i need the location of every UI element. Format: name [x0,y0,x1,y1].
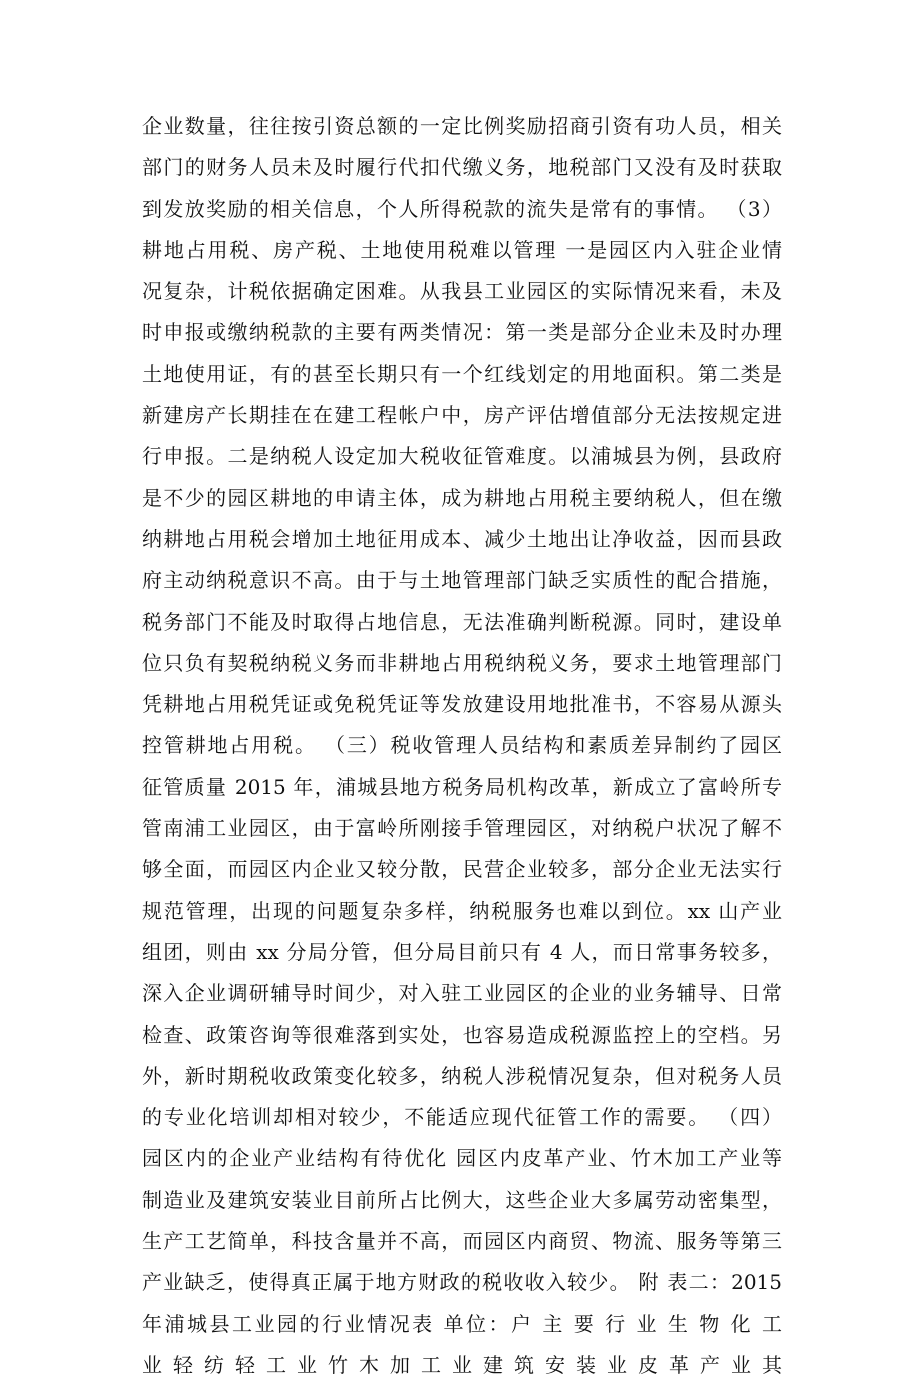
text-line: 耕地占用税、房产税、土地使用税难以管理 一是园区内入驻企业情 [142,237,782,262]
text-line: 生产工艺简单，科技含量并不高，而园区内商贸、物流、服务等第三 [142,1229,782,1254]
text-line: 规范管理，出现的问题复杂多样，纳税服务也难以到位。xx 山产业 [142,898,782,923]
text-line: 部门的财务人员未及时履行代扣代缴义务，地税部门又没有及时获取 [142,155,782,180]
text-line: 到发放奖励的相关信息，个人所得税款的流失是常有的事情。 （3） [142,196,782,221]
text-line: 管南浦工业园区，由于富岭所刚接手管理园区，对纳税户状况了解不 [142,816,782,841]
text-line: 行申报。二是纳税人设定加大税收征管难度。以浦城县为例，县政府 [142,444,782,469]
text-line: 深入企业调研辅导时间少，对入驻工业园区的企业的业务辅导、日常 [142,981,782,1006]
text-line: 纳耕地占用税会增加土地征用成本、减少土地出让净收益，因而县政 [142,526,782,551]
text-line: 业 轻 纺 轻 工 业 竹 木 加 工 业 建 筑 安 装 业 皮 革 产 业 其 [142,1352,782,1377]
text-line: 土地使用证，有的甚至长期只有一个红线划定的用地面积。第二类是 [142,361,782,386]
text-line: 征管质量 2015 年，浦城县地方税务局机构改革，新成立了富岭所专 [142,774,782,799]
text-line: 制造业及建筑安装业目前所占比例大，这些企业大多属劳动密集型， [142,1187,782,1212]
text-line: 企业数量，往往按引资总额的一定比例奖励招商引资有功人员，相关 [142,114,782,138]
text-line: 况复杂，计税依据确定困难。从我县工业园区的实际情况来看，未及 [142,279,782,304]
text-line: 控管耕地占用税。 （三）税收管理人员结构和素质差异制约了园区 [142,733,782,758]
text-line: 位只负有契税纳税义务而非耕地占用税纳税义务，要求土地管理部门 [142,650,782,675]
text-line: 够全面，而园区内企业又较分散，民营企业较多，部分企业无法实行 [142,857,782,882]
text-line: 的专业化培训却相对较少，不能适应现代征管工作的需要。 （四） [142,1105,782,1130]
text-line: 新建房产长期挂在在建工程帐户中，房产评估增值部分无法按规定进 [142,403,782,428]
body-text [142,106,782,1386]
text-line: 府主动纳税意识不高。由于与土地管理部门缺乏实质性的配合措施， [142,568,782,593]
text-line: 组团，则由 xx 分局分管，但分局目前只有 4 人，而日常事务较多， [142,939,782,964]
text-line: 年浦城县工业园的行业情况表 单位：户 主 要 行 业 生 物 化 工 [142,1311,782,1336]
text-line: 是不少的园区耕地的申请主体，成为耕地占用税主要纳税人，但在缴 [142,485,782,510]
text-line: 产业缺乏，使得真正属于地方财政的税收收入较少。 附 表二：2015 [142,1270,782,1295]
text-line: 园区内的企业产业结构有待优化 园区内皮革产业、竹木加工产业等 [142,1146,782,1171]
text-line: 外，新时期税收政策变化较多，纳税人涉税情况复杂，但对税务人员 [142,1063,782,1088]
text-line: 检查、政策咨询等很难落到实处，也容易造成税源监控上的空档。另 [142,1022,782,1047]
text-line: 时申报或缴纳税款的主要有两类情况：第一类是部分企业未及时办理 [142,320,782,345]
text-line: 凭耕地占用税凭证或免税凭证等发放建设用地批准书，不容易从源头 [142,692,782,717]
text-line: 税务部门不能及时取得占地信息，无法准确判断税源。同时，建设单 [142,609,782,634]
